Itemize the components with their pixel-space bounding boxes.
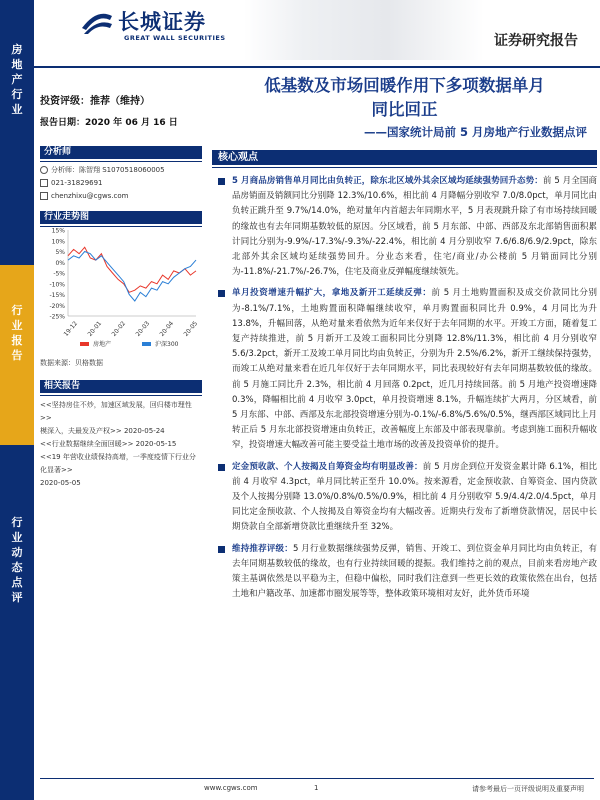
phone-icon <box>40 179 48 187</box>
analyst-section-title: 分析师 <box>40 146 202 159</box>
sidebar-char: 报 <box>11 334 23 347</box>
mail-icon <box>40 192 48 200</box>
report-title-line1: 低基数及市场回暖作用下多项数据单月 <box>264 76 545 95</box>
square-bullet-icon <box>218 464 225 471</box>
paragraph-text: 前 5 月土地购置面积及成交价款同比分别为-8.1%/7.1%，土地购置面积降幅继续收窄，单月购置面积同比升 0.9%，4 月同比为升 13.8%，升幅回落，从绝对量来看依然为近年来仅好于去年同期的水平。开竣工方面，随着复工复产持续推进，前 5 月新开工及竣工面积同比分别降 12.8%/11.3%，相比前 4 月分别收窄 5.6/3.2pct，新开工及竣工单月同比均由负转正，分别为升 2.5%/6.2%，新开工继续保持强势，而竣工从绝对量来看在近几年仅好于去年同期水平，同比表现较好有去年同期基数较低的缘故。前 5 月施工同比升 2.3%，相比前 4 月回落 0.2pct，近几月持续回落。前 5 月地产投资增速降 0.3%，降幅相比前 4 月收窄 3.0pct，单月投资增速 8.1%，升幅连续扩大两月，分区域看，前 5 月东部、中部、西部及东北部投资增速分别为-0.1%/-6.8%/5.6%/0.5%，继西部区域同比上月转正后 5 月东北部投资增速由负转正，改善幅度上东部及中部表现靠前。考虑到施工面积升幅收窄，投资增速大幅改善可能主要受益土地市场的改善及投资单价的提升。 <box>232 288 597 451</box>
x-tick-label: 20-02 <box>110 320 128 338</box>
paragraph-sales <box>212 174 597 280</box>
related-report-link[interactable]: <<坚持房住不炒，加速区域发展，回归楼市理性>> <box>40 401 192 422</box>
sidebar-char: 地 <box>11 58 23 71</box>
sidebar-report-series <box>0 445 34 800</box>
sidebar-char: 业 <box>11 319 23 332</box>
logo-english: GREAT WALL SECURITIES <box>124 34 226 42</box>
report-title-line2: 同比回正 <box>371 100 438 119</box>
paragraph-rating <box>212 542 597 603</box>
series-line <box>68 252 196 302</box>
trend-chart <box>40 224 200 354</box>
rating: 投资评级：推荐（维持） <box>40 96 150 107</box>
sidebar-char: 告 <box>11 349 23 362</box>
page-number: 1 <box>314 784 319 792</box>
y-tick-label: 5% <box>55 249 65 256</box>
related-report-link[interactable]: <<19 年营收业绩保持高增，一季度疫情下行业分化显著>> <box>40 453 196 474</box>
y-tick-label: -20% <box>49 302 65 310</box>
y-tick-label: 15% <box>51 227 65 235</box>
great-wall-logo-icon <box>80 6 114 36</box>
paragraph-funding <box>212 460 597 536</box>
square-bullet-icon <box>218 178 225 185</box>
header <box>34 0 600 68</box>
trend-section-title: 行业走势图 <box>40 211 202 224</box>
user-icon <box>40 166 48 174</box>
y-tick-label: -10% <box>49 281 65 289</box>
related-reports <box>40 399 202 490</box>
paragraph-text: 5 月行业数据继续强势反弹，销售、开竣工、到位资金单月同比均由负转正，有去年同期基数较低的缘故，也有行业持续回暖的提振。我们维持之前的观点，目前来看房地产政策主基调依然是以平稳为主，但稳中偏松，同时我们注意到一些更长效的政策依然在出台，包括土地和户籍改革、加速都市圈发展等等，整体政策环境相对友好，此外货币环境 <box>232 543 597 600</box>
sidebar-sector <box>0 0 34 265</box>
sidebar-report-kind <box>0 265 34 445</box>
sidebar-char: 房 <box>11 43 23 56</box>
analyst-line: 分析师：陈智翔 S1070518060005 <box>51 166 165 174</box>
legend-swatch <box>142 342 151 346</box>
y-tick-label: -5% <box>53 270 65 278</box>
paragraph-text: 前 5 月全国商品房销面及销额同比分别降 12.3%/10.6%，相比前 4 月降幅分别收窄 7.0/8.0pct，单月同比由负转正跳升至 9.7%/14.0%，绝对量年内首超去年同期水平，5 月表现跳升除了有市场持续回暖的缘故也有去年同期基数较低的原因。分区域看，前 5 月东部、中部、西部及东北部销售面积累计同比分别为-9.9%/-17.3%/-9.3%/-22.4%，相比前 4 月分别收窄 7.6/6.8/6.9/2.9pct，除东北部外其余区域均延续强势回升。分业态来看，住宅/商业/办公楼前 5 月销面同比分别为-11.8%/-21.7%/-26.7%，住宅及商业反弹幅度继续领先。 <box>232 176 597 278</box>
sidebar-char: 行 <box>11 88 23 101</box>
related-report-link[interactable]: <<行业数据继续全面回暖>> 2020-05-15 <box>40 440 177 448</box>
x-tick-label: 20-03 <box>134 320 152 338</box>
analyst-phone <box>40 177 202 190</box>
core-divider <box>212 167 597 168</box>
sidebar-char: 行 <box>11 516 23 529</box>
sidebar-char: 动 <box>11 546 23 559</box>
sidebar-char: 点 <box>11 576 23 589</box>
series-line <box>68 247 196 292</box>
x-tick-label: 20-01 <box>86 320 104 338</box>
paragraph-lead: 5 月商品房销售单月同比由负转正，除东北区域外其余区域均延续强势回升态势： <box>232 176 543 186</box>
x-tick-label: 19-12 <box>62 320 80 338</box>
square-bullet-icon <box>218 290 225 297</box>
related-report-link[interactable]: 模深入，夫最发及产权>> 2020-05-24 <box>40 427 165 435</box>
paragraph-lead: 单月投资增速升幅扩大，拿地及新开工延续反弹： <box>232 288 432 299</box>
analyst-email[interactable] <box>40 190 202 203</box>
paragraph-investment <box>212 286 597 453</box>
main-column <box>212 74 597 602</box>
footer-url[interactable]: www.cgws.com <box>204 784 258 792</box>
y-tick-label: 0% <box>55 259 65 267</box>
sidebar-char: 产 <box>11 73 23 86</box>
report-date: 报告日期：2020 年 06 月 16 日 <box>40 118 178 128</box>
paragraph-text: 前 5 月房企到位开发资金累计降 6.1%，相比前 4 月收窄 4.3pct，单月同比转正至升 10.0%。按来源看，定金预收款、自筹资金、国内贷款及个人按揭分别降 13.0%/0.8%/0.5%/0.9%，相比前 4 月分别收窄 5.9/4.4/2.0/4.5pct，单月同比定金预收款、个人按揭及自筹资金均有大幅改善。近期央行发布了新增贷款情况，居民中长期贷款自全部新增贷款比重继续升至 32%。 <box>232 461 597 533</box>
analyst-name <box>40 164 202 177</box>
report-subtitle: ——国家统计局前 5 月房地产行业数据点评 <box>363 125 587 139</box>
core-view-header: 核心观点 <box>212 150 597 165</box>
sidebar-char: 业 <box>11 531 23 544</box>
sidebar-char: 行 <box>11 304 23 317</box>
footer-disclaimer: 请参考最后一页评级说明及重要声明 <box>472 785 584 793</box>
legend-label: 沪深300 <box>155 341 179 348</box>
square-bullet-icon <box>218 546 225 553</box>
analyst-line: chenzhixu@cgws.com <box>51 192 129 200</box>
header-divider <box>34 66 600 68</box>
y-tick-label: 10% <box>51 238 65 246</box>
logo-text: 长城证券 <box>118 9 206 34</box>
related-section-title: 相关报告 <box>40 380 202 393</box>
left-column <box>40 74 202 490</box>
legend-swatch <box>80 342 89 346</box>
sidebar-char: 业 <box>11 103 23 116</box>
great-wall-banner <box>244 0 484 60</box>
y-tick-label: -15% <box>49 292 65 299</box>
paragraph-lead: 定金预收款、个人按揭及自筹资金均有明显改善： <box>232 461 423 472</box>
trend-chart-svg <box>40 224 200 354</box>
x-tick-label: 20-05 <box>182 320 200 338</box>
legend-label: 房地产 <box>93 341 112 348</box>
analyst-line: 021-31829691 <box>51 179 103 187</box>
sidebar-char: 态 <box>11 561 23 574</box>
y-tick-label: -25% <box>49 313 65 321</box>
footer <box>34 778 600 800</box>
sidebar-char: 评 <box>11 591 23 604</box>
footer-divider <box>40 778 594 779</box>
related-report-date: 2020-05-05 <box>40 479 81 487</box>
paragraph-lead: 维持推荐评级： <box>232 543 293 554</box>
analyst-info <box>40 164 202 203</box>
chart-source: 数据来源：贝格数据 <box>40 359 103 367</box>
report-type: 证券研究报告 <box>494 33 578 49</box>
x-tick-label: 20-04 <box>158 320 176 338</box>
